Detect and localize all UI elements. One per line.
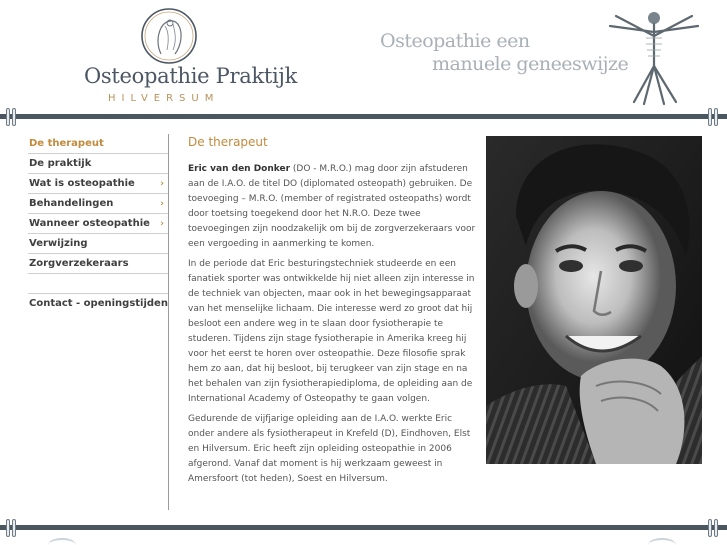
footer-divider-bar xyxy=(0,525,727,530)
nav-item-label: De therapeut xyxy=(29,138,104,149)
nav-item-label: Behandelingen xyxy=(29,198,114,209)
binder-ring-icon xyxy=(6,108,18,126)
education-paragraph: Gedurende de vijfjarige opleiding aan de I.A.O. werkte Eric onder andere als fysiotherapeut in Krefeld (D), Eindhoven, Elst en Hilversum. Eric heeft zijn opleiding osteopathie in 2006 afgerond. Vanaf dat moment is hij werkzaam geweest in Amersfoort (tot heden), Soest en Hilversum. xyxy=(188,414,471,484)
nav-divider xyxy=(28,274,168,294)
nav-item-behandelingen[interactable] xyxy=(28,194,168,214)
binder-ring-icon xyxy=(708,108,720,126)
nav-item-wanneer-osteopathie[interactable] xyxy=(28,214,168,234)
site-header xyxy=(0,0,727,112)
nav-item-label: Contact - openingstijden xyxy=(29,298,168,309)
vitruvian-man-icon xyxy=(604,4,704,108)
tagline-line1: Osteopathie een xyxy=(380,30,530,52)
header-divider-bar xyxy=(0,114,727,119)
intro-text: (DO - M.R.O.) mag door zijn afstuderen aan de I.A.O. de titel DO (diplomated osteopath) gebruiken. De toevoeging – M.R.O. (member of registrated osteopaths) wordt door toetsing toegekend door het N.R.O. Deze twee toevoegingen zijn noodzakelijk om bij de zorgverzekeraars voor een vergoeding in aanmerking te komen. xyxy=(188,164,476,249)
page-title: De therapeut xyxy=(188,135,268,149)
chevron-right-icon: › xyxy=(160,199,164,209)
nav-item-label: De praktijk xyxy=(29,158,92,169)
sidebar-nav xyxy=(28,134,168,314)
nav-item-label: Wat is osteopathie xyxy=(29,178,135,189)
nav-item-contact[interactable] xyxy=(28,294,168,314)
nav-item-de-therapeut[interactable] xyxy=(28,134,168,154)
nav-item-zorgverzekeraars[interactable] xyxy=(28,254,168,274)
main-content xyxy=(188,134,478,492)
biography-paragraph: In de periode dat Eric besturingstechniek studeerde en een fanatiek sporter was ontwikkelde hij niet alleen zijn interesse in de techniek van objecten, maar ook in het bewegingsapparaat van het menselijke lichaam. Die interesse werd zo groot dat hij besloot een andere weg in te slaan door fysiotherapie te studeren. Tijdens zijn stage fysiotherapie in Amerika kreeg hij voor het eerst te horen over osteopathie. Deze filosofie sprak hem zo aan, dat hij besloot, bij terugkeer van zijn stage en na het behalen van zijn fysiotherapiediploma, de opleiding aan de International Academy of Osteopathy te gaan volgen. xyxy=(188,259,475,404)
chevron-right-icon: › xyxy=(160,219,164,229)
nav-item-de-praktijk[interactable] xyxy=(28,154,168,174)
tagline-line2: manuele geneeswijze xyxy=(432,53,629,75)
nav-item-label: Zorgverzekeraars xyxy=(29,258,129,269)
intro-paragraph xyxy=(188,162,478,252)
logo-subtitle: HILVERSUM xyxy=(108,93,220,104)
nav-item-verwijzing[interactable] xyxy=(28,234,168,254)
nav-item-label: Wanneer osteopathie xyxy=(29,218,150,229)
chevron-right-icon: › xyxy=(160,179,164,189)
column-divider xyxy=(168,134,169,510)
footer-decoration xyxy=(48,538,76,545)
nav-item-label: Verwijzing xyxy=(29,238,88,249)
nav-item-wat-is-osteopathie[interactable] xyxy=(28,174,168,194)
logo-title[interactable]: Osteopathie Praktijk xyxy=(84,64,298,88)
footer-decoration xyxy=(648,538,676,545)
binder-ring-icon xyxy=(6,519,18,537)
portrait-image xyxy=(486,136,702,464)
binder-ring-icon xyxy=(708,519,720,537)
logo-emblem-icon[interactable] xyxy=(139,6,199,66)
therapist-name: Eric van den Donker xyxy=(188,164,291,174)
therapist-photo xyxy=(486,136,702,464)
